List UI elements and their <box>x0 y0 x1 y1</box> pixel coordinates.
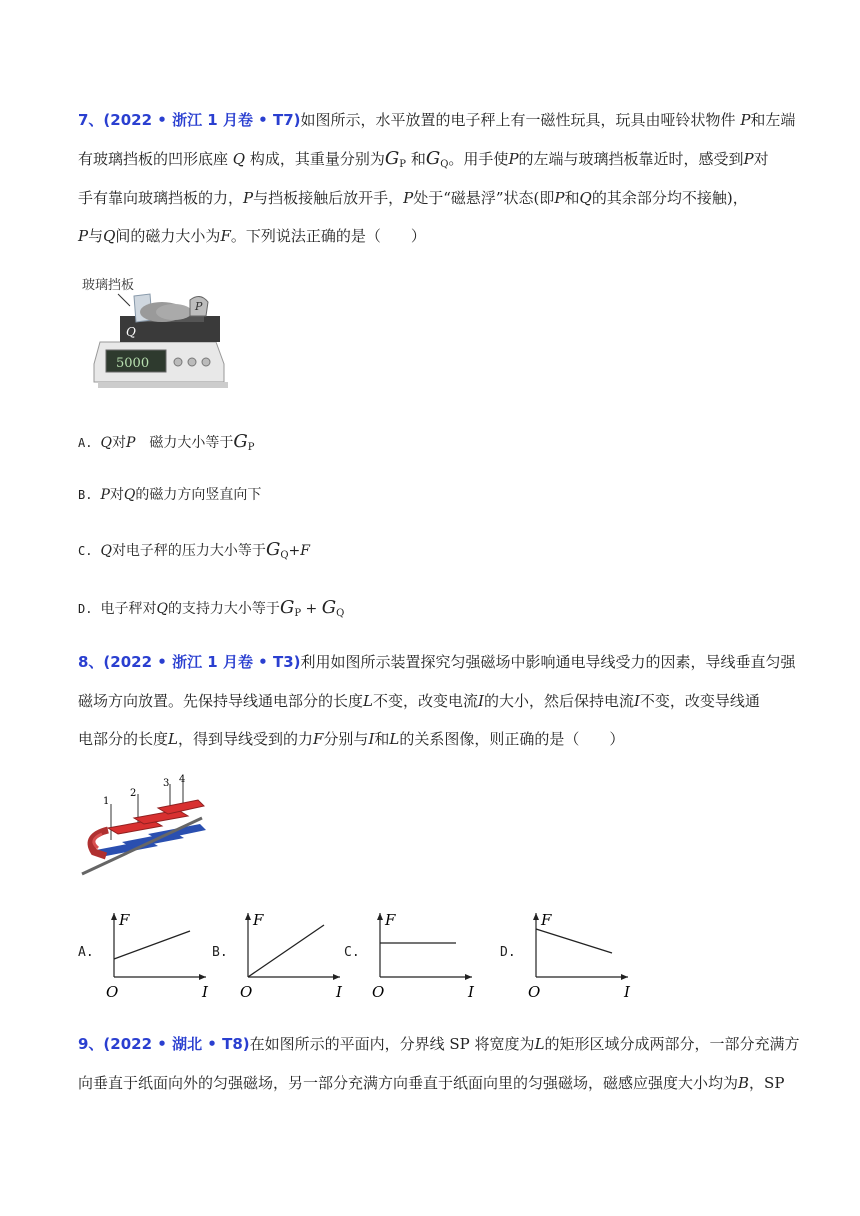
q7-option-a[interactable]: A. Q对P 磁力大小等于$G_P$ <box>78 431 255 453</box>
wire-number-4: 4 <box>179 774 186 785</box>
x-arrow <box>621 974 628 980</box>
q8-line-1 <box>78 652 796 672</box>
q9-line-1: 9、(2022 • 湖北 • T8)在如图所示的平面内，分界线 SP 将宽度为L的矩形区域分成两部分，一部分充满方 <box>78 1035 800 1053</box>
x-arrow <box>199 974 206 980</box>
q7-text: 和 <box>410 150 426 168</box>
wire-number-3: 3 <box>163 778 170 789</box>
q7-line-1 <box>78 110 795 130</box>
q8-magnet-figure <box>78 772 208 880</box>
q7-text: 对 <box>753 150 769 168</box>
q7-text: 与 <box>88 227 104 245</box>
q7-line-2 <box>78 149 769 175</box>
q7-option-b[interactable]: B. P对Q的磁力方向竖直向下 <box>78 487 262 503</box>
q7-text: 处于“磁悬浮”状态(即 <box>413 189 555 207</box>
figure-Q-label: Q <box>126 325 136 339</box>
var-P: P <box>243 189 254 207</box>
var-Q: Q <box>232 150 246 168</box>
graph-option-c[interactable] <box>344 905 484 1000</box>
q8-text: 利用如图所示装置探究匀强磁场中影响通电导线受力的因素，导线垂直匀强 <box>300 653 796 671</box>
var-F: F <box>220 227 231 245</box>
option-letter: C. <box>78 544 93 558</box>
var-P: P <box>508 150 519 168</box>
graph-option-label: D. <box>500 945 516 960</box>
G-P: $G_P$ <box>279 597 302 619</box>
y-arrow <box>533 913 539 920</box>
origin-label: O <box>372 983 385 1000</box>
svg-text:5000: 5000 <box>116 356 150 371</box>
q8-source-close: ) <box>293 653 301 671</box>
var-Q: Q <box>579 189 592 207</box>
q7-text: 手有靠向玻璃挡板的力， <box>78 189 244 207</box>
graph-option-a[interactable] <box>78 905 218 1000</box>
q9-line-2: 向垂直于纸面向外的匀强磁场，另一部分充满方向垂直于纸面向里的匀强磁场，磁感应强度大小均为B，SP <box>78 1074 785 1092</box>
y-axis-label: F <box>253 911 264 929</box>
graph-line <box>248 925 324 977</box>
q7-text: 如图所示，水平放置的电子秤上有一磁性玩具，玩具由哑铃状物件 <box>300 111 736 129</box>
q7-text: 和 <box>564 189 580 207</box>
q7-text: 。用手使 <box>448 150 509 168</box>
G-Q: $G_Q$ <box>321 597 345 619</box>
var-P: P <box>554 189 565 207</box>
q7-text: 有玻璃挡板的凹形底座 <box>78 150 229 168</box>
var-Q: Q <box>103 227 116 245</box>
q7-source: 2022 • 浙江 1 月卷 • T7 <box>110 111 294 129</box>
q7-option-d[interactable]: D. 电子秤对Q的支持力大小等于$G_P + G_Q$ <box>78 597 345 619</box>
q8-line-3: 电部分的长度L，得到导线受到的力F分别与I和L的关系图像，则正确的是（ ） <box>78 730 625 748</box>
y-axis-label: F <box>385 911 396 929</box>
graph-option-label: C. <box>344 945 360 960</box>
x-axis-label: I <box>202 983 208 1000</box>
q8-number: 8、( <box>78 653 111 671</box>
var-P: P <box>78 227 89 245</box>
var-P: P <box>403 189 414 207</box>
graph-option-b[interactable] <box>212 905 352 1000</box>
q9-number: 9、( <box>78 1035 111 1053</box>
G-Q: $G_Q$ <box>265 539 289 561</box>
x-axis-label: I <box>336 983 342 1000</box>
q7-text: 的左端与玻璃挡板靠近时，感受到 <box>518 150 744 168</box>
figure-P-label: P <box>195 300 203 313</box>
q7-text: 的其余部分均不接触)， <box>591 189 748 207</box>
option-letter: A. <box>78 436 93 450</box>
q9-source-close: ) <box>242 1035 250 1053</box>
q7-line-4 <box>78 226 426 246</box>
y-axis-label: F <box>541 911 552 929</box>
graph-line <box>536 929 612 953</box>
q7-text: 构成，其重量分别为 <box>249 150 385 168</box>
y-arrow <box>245 913 251 920</box>
x-arrow <box>465 974 472 980</box>
origin-label: O <box>240 983 253 1000</box>
G-P: $G_P$ <box>233 431 255 453</box>
option-letter: D. <box>78 602 93 616</box>
wire-number-2: 2 <box>130 788 137 799</box>
graph-option-d[interactable] <box>500 905 640 1000</box>
y-arrow <box>377 913 383 920</box>
q7-text: 与挡板接触后放开手， <box>253 189 404 207</box>
y-axis-label: F <box>119 911 130 929</box>
q9-source: 2022 • 湖北 • T8 <box>110 1035 243 1053</box>
q7-number: 7、( <box>78 111 111 129</box>
q7-text: 和左端 <box>750 111 796 129</box>
q7-scale-figure <box>78 272 238 397</box>
graph-option-label: B. <box>212 945 228 960</box>
q7-text: 间的磁力大小为 <box>115 227 221 245</box>
q7-text: 。下列说法正确的是（ ） <box>230 227 426 245</box>
q7-source-close: ) <box>293 111 301 129</box>
G-Q: $G_Q$ <box>425 148 449 170</box>
graph-option-label: A. <box>78 945 94 960</box>
graph-line <box>114 931 190 959</box>
q8-source: 2022 • 浙江 1 月卷 • T3 <box>110 653 294 671</box>
q7-line-3 <box>78 188 748 208</box>
var-P: P <box>740 111 751 129</box>
var-P: P <box>743 150 754 168</box>
x-axis-label: I <box>624 983 630 1000</box>
option-letter: B. <box>78 488 93 502</box>
y-arrow <box>111 913 117 920</box>
q7-option-c[interactable]: C. Q对电子秤的压力大小等于$G_Q+F$ <box>78 539 310 561</box>
wire-number-1: 1 <box>103 796 110 807</box>
glass-plate-label: 玻璃挡板 <box>82 278 135 293</box>
origin-label: O <box>106 983 119 1000</box>
x-arrow <box>333 974 340 980</box>
q8-line-2: 磁场方向放置。先保持导线通电部分的长度L不变，改变电流I的大小，然后保持电流I不变，改变导线通 <box>78 692 760 710</box>
x-axis-label: I <box>468 983 474 1000</box>
origin-label: O <box>528 983 541 1000</box>
G-P: $G_P$ <box>384 148 407 170</box>
